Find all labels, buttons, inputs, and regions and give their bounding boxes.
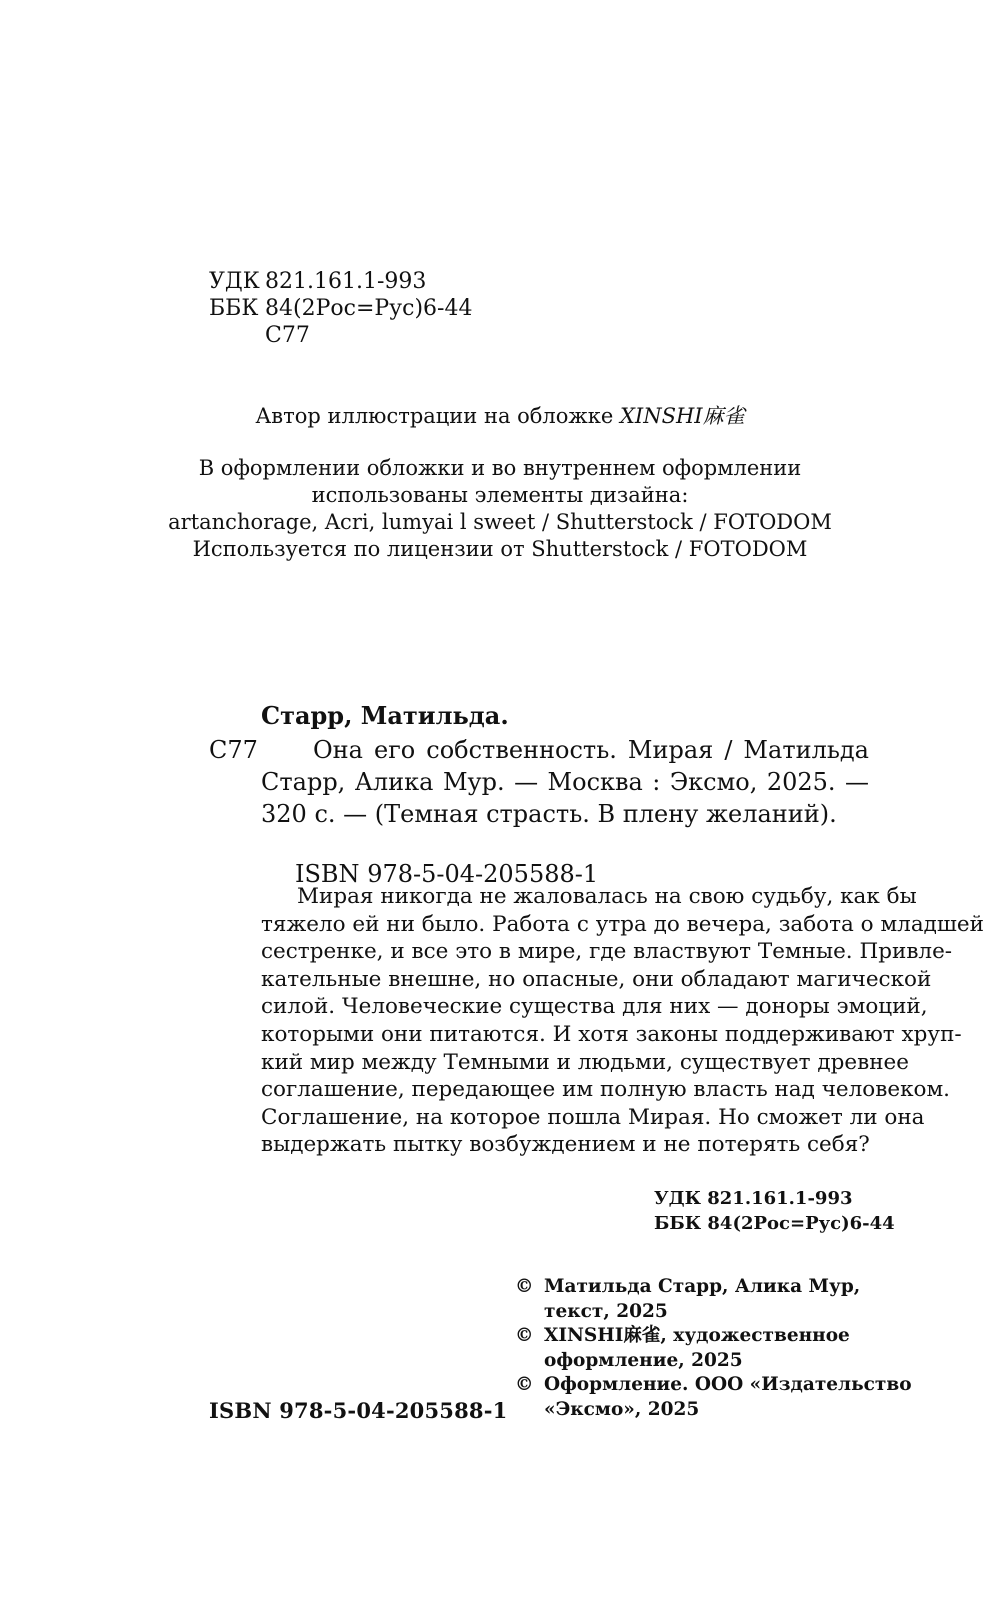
design-credit-line: Используется по лицензии от Shutterstock / FOTODOM bbox=[192, 537, 808, 561]
author-mark: С77 bbox=[209, 736, 258, 764]
annotation-line: кательные внешне, но опасные, они обладают магической bbox=[261, 966, 932, 992]
copyright-notices bbox=[515, 1275, 912, 1422]
annotation-line: которыми они питаются. И хотя законы поддерживают хруп- bbox=[261, 1021, 962, 1047]
annotation-line: Мирая никогда не жаловалась на свою судьбу, как бы bbox=[297, 884, 917, 909]
description-line: Она его собственность. Мирая / Матильда bbox=[313, 736, 869, 764]
copyright-icon: © bbox=[515, 1374, 534, 1395]
design-credit-line: artanchorage, Acri, lumyai l sweet / Shutterstock / FOTODOM bbox=[168, 510, 832, 534]
udk-value: 821.161.1-993 bbox=[265, 269, 427, 294]
annotation-line: Соглашение, на которое пошла Мирая. Но сможет ли она bbox=[261, 1104, 925, 1130]
illustration-credit bbox=[150, 403, 850, 430]
illustration-credit-prefix: Автор иллюстрации на обложке bbox=[255, 404, 614, 428]
copyright-line: Оформление. ООО «Издательство bbox=[544, 1374, 912, 1395]
udk-bottom: УДК 821.161.1-993 bbox=[654, 1188, 853, 1209]
copyright-item bbox=[515, 1324, 865, 1373]
design-credit-line: В оформлении обложки и во внутреннем оформлении bbox=[198, 456, 802, 480]
classification-block-top bbox=[209, 268, 472, 349]
bbk-value: 84(2Рос=Рус)6-44 bbox=[265, 296, 473, 321]
bbk-row bbox=[209, 295, 472, 322]
design-credits bbox=[150, 455, 850, 563]
illustration-artist: XINSHI麻雀 bbox=[619, 404, 745, 428]
design-credit-line: использованы элементы дизайна: bbox=[311, 483, 689, 507]
description-line: Старр, Алика Мур. — Москва : Эксмо, 2025. — bbox=[261, 768, 869, 796]
description-line: 320 с. — (Темная страсть. В плену желаний). bbox=[261, 800, 837, 828]
copyright-icon: © bbox=[515, 1276, 534, 1297]
author-heading: Старр, Матильда. bbox=[261, 701, 509, 730]
udk-row bbox=[209, 268, 472, 295]
annotation bbox=[261, 883, 984, 1159]
copyright-item bbox=[515, 1373, 912, 1422]
copyright-item bbox=[515, 1275, 865, 1324]
copyright-line: оформление, 2025 bbox=[544, 1349, 743, 1371]
copyright-line: «Эксмо», 2025 bbox=[544, 1398, 700, 1420]
bbk-label: ББК bbox=[209, 296, 259, 321]
udk-label: УДК bbox=[209, 269, 260, 294]
classification-block-bottom bbox=[654, 1186, 895, 1236]
annotation-line: тяжело ей ни было. Работа с утра до вечера, забота о младшей bbox=[261, 911, 984, 937]
annotation-line: соглашение, передающее им полную власть над человеком. bbox=[261, 1077, 951, 1103]
bibliographic-description bbox=[261, 734, 869, 830]
annotation-line: кий мир между Темными и людьми, существует древнее bbox=[261, 1049, 910, 1075]
copyright-line: Матильда Старр, Алика Мур, bbox=[544, 1276, 861, 1297]
bbk-bottom: ББК 84(2Рос=Рус)6-44 bbox=[654, 1213, 895, 1234]
annotation-line: силой. Человеческие существа для них — доноры эмоций, bbox=[261, 994, 928, 1020]
isbn-bottom: ISBN 978-5-04-205588-1 bbox=[209, 1398, 508, 1423]
copyright-line: текст, 2025 bbox=[544, 1300, 668, 1322]
copyright-icon: © bbox=[515, 1325, 534, 1346]
copyright-line: XINSHI麻雀, художественное bbox=[544, 1325, 850, 1346]
annotation-line: выдержать пытку возбуждением и не потерять себя? bbox=[261, 1132, 870, 1158]
annotation-line: сестренке, и все это в мире, где властвуют Темные. Привле- bbox=[261, 939, 953, 965]
author-mark-top: С77 bbox=[265, 323, 310, 348]
isbn-record: ISBN 978-5-04-205588-1 bbox=[295, 860, 599, 888]
